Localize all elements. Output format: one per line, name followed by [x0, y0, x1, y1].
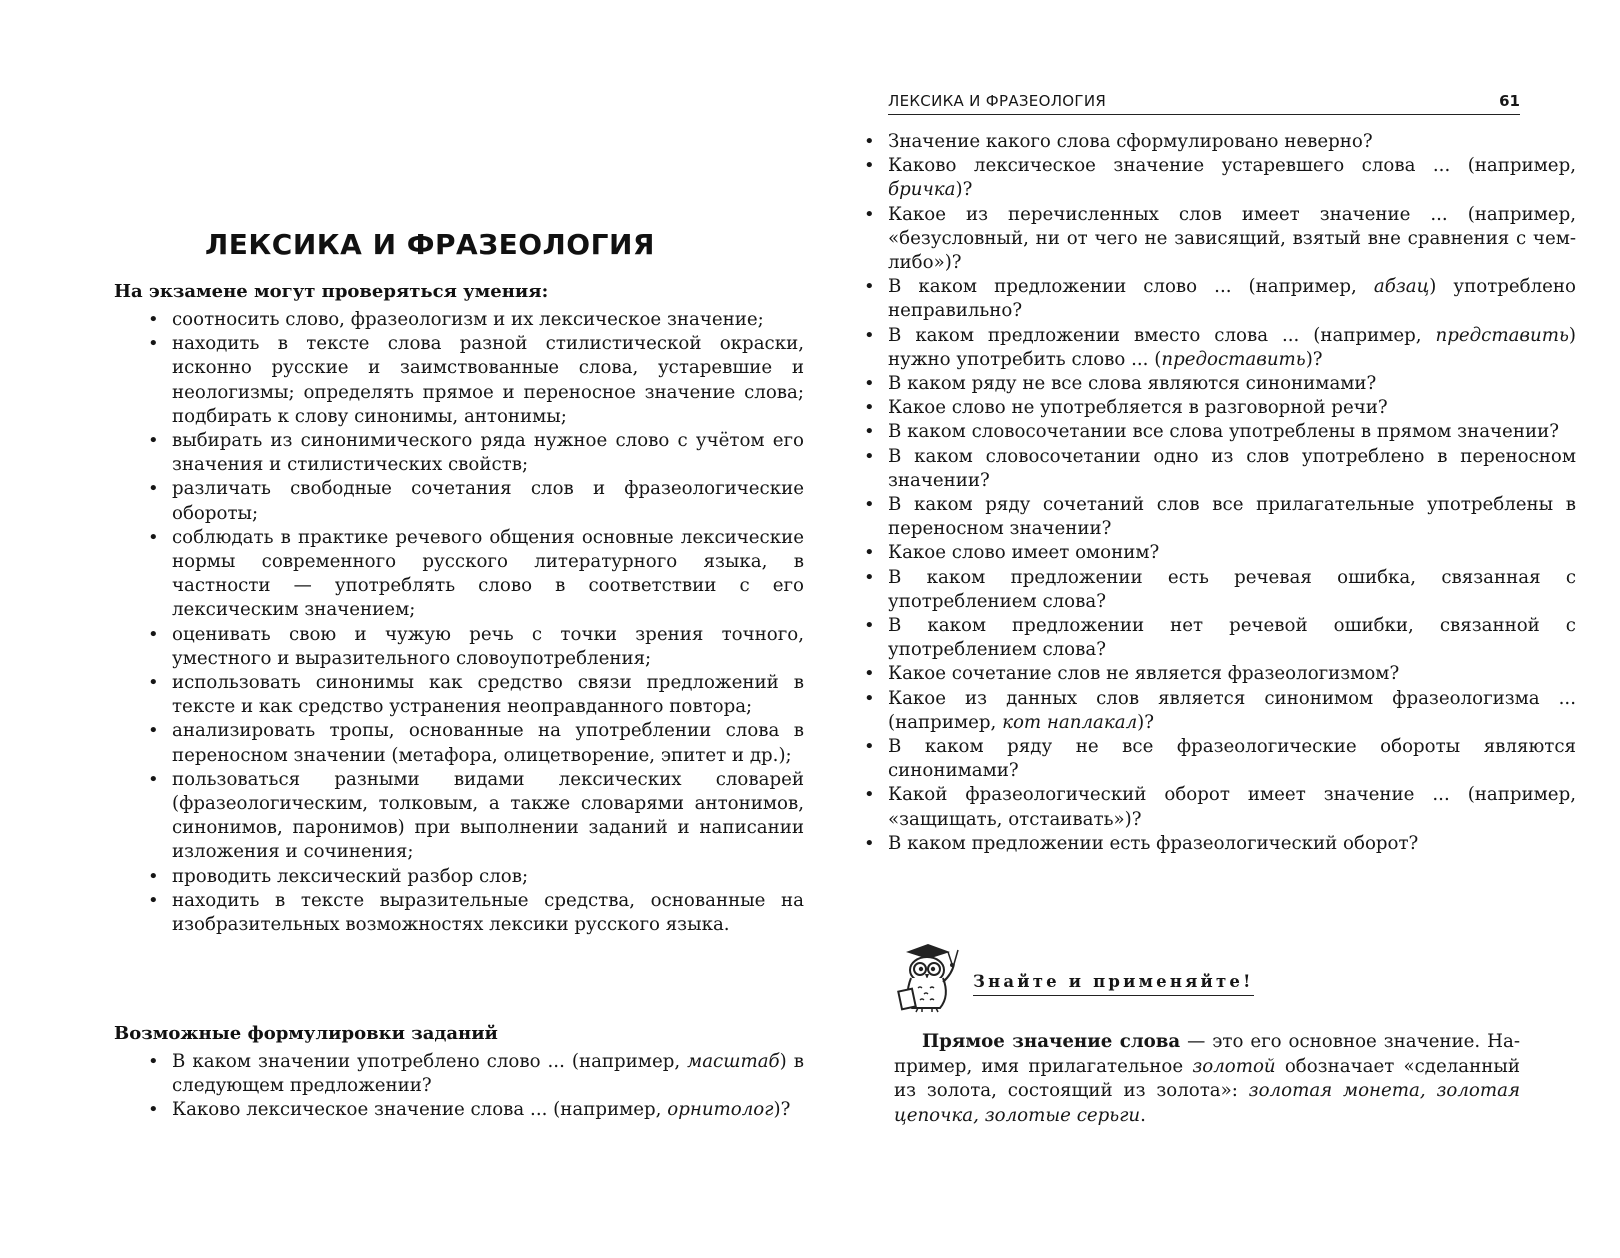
- definition-term: Прямое значение слова: [922, 1031, 1181, 1052]
- list-item: • Какое слово не употребляется в разговорной речи?: [888, 396, 1576, 420]
- bullet-icon: •: [148, 1051, 159, 1072]
- list-item: • В каком словосочетании одно из слов употреблено в переносном значении?: [864, 445, 1576, 491]
- list-item: • выбирать из синонимического ряда нужное слово с учётом его значения и стилистических свойств;: [148, 430, 804, 476]
- bullet-icon: •: [148, 889, 159, 911]
- bullet-icon: •: [148, 333, 159, 355]
- list-item: • В каком предложении вместо слова ... (например, представить) нужно употребить слово ... (предоставить)?: [864, 324, 1576, 370]
- bullet-icon: •: [864, 663, 875, 685]
- skills-heading: На экзамене могут проверяться умения:: [114, 281, 549, 302]
- owl-icon: [894, 938, 964, 1014]
- example-word: золотой: [1192, 1055, 1276, 1077]
- bullet-icon: •: [864, 445, 875, 467]
- list-item: • Каково лексическое значение устаревшего слова ... (например, бричка)?: [864, 155, 1576, 201]
- page-number: 61: [1499, 92, 1520, 110]
- tip-title: Знайте и применяйте!: [973, 972, 1254, 996]
- list-item: • анализировать тропы, основанные на употреблении слова в переносном значении (метафора, олицетворение, эпитет и др.);: [148, 720, 804, 766]
- bullet-icon: •: [864, 155, 875, 177]
- bullet-icon: •: [148, 1099, 159, 1121]
- tasks-heading: Возможные формулировки заданий: [114, 1023, 498, 1044]
- list-item: • В каком значении употреблено слово ... (например, масштаб) в следующем предложении?: [148, 1051, 804, 1097]
- list-item: • Какое слово имеет омоним?: [888, 541, 1576, 565]
- bullet-icon: •: [148, 865, 159, 887]
- list-item: • Значение какого слова сформулировано неверно?: [888, 130, 1576, 154]
- list-item: • В каком словосочетании все слова употреблены в прямом значении?: [888, 420, 1576, 444]
- running-head-title: ЛЕКСИКА И ФРАЗЕОЛОГИЯ: [888, 92, 1107, 110]
- list-item: • Каково лексическое значение слова ... (например, орнитолог)?: [172, 1098, 804, 1122]
- list-item: • находить в тексте выразительные средства, основанные на изобразительных возможностях лексики русского языка.: [148, 889, 804, 936]
- list-item: • В каком предложении нет речевой ошибки, связанной с употреблением слова?: [864, 615, 1576, 661]
- list-item: • использовать синонимы как средство связи предложений в тексте и как средство устранения неоправданного повтора;: [148, 672, 804, 718]
- questions-list: [832, 130, 1576, 856]
- list-item: • пользоваться разными видами лексических словарей (фразеологическим, толковым, а также словарями антонимов, синонимов, паронимов) при выполнении заданий и написании изложения и сочинения;: [148, 768, 804, 863]
- chapter-title: ЛЕКСИКА И ФРАЗЕОЛОГИЯ: [205, 228, 655, 261]
- bullet-icon: •: [864, 736, 875, 758]
- bullet-icon: •: [864, 494, 875, 516]
- bullet-icon: •: [864, 421, 875, 443]
- bullet-icon: •: [864, 276, 875, 298]
- list-item: • проводить лексический разбор слов;: [172, 865, 804, 889]
- bullet-icon: •: [148, 768, 159, 790]
- bullet-icon: •: [148, 309, 159, 330]
- bullet-icon: •: [148, 623, 159, 645]
- definition-paragraph: Прямое значение слова — это его основное значение. Например, имя прилагательное золотой обозначает «сделанный из золота, состоящий из золота»: золотая монета, золотая цепочка, золотые серьги.: [894, 1031, 1521, 1126]
- list-item: • соотносить слово, фразеологизм и их лексическое значение;: [172, 308, 804, 332]
- bullet-icon: •: [148, 430, 159, 452]
- list-item: • различать свободные сочетания слов и фразеологические обороты;: [148, 478, 804, 524]
- list-item: • Какое из перечисленных слов имеет значение ... (например, «безусловный, ни от чего не зависящий, взятый вне сравнения с чем-либо»)?: [864, 203, 1576, 274]
- list-item: • В каком предложении слово ... (например, абзац) употреблено неправильно?: [864, 276, 1576, 322]
- bullet-icon: •: [864, 566, 875, 588]
- bullet-icon: •: [864, 542, 875, 564]
- bullet-icon: •: [148, 526, 159, 548]
- list-item: • В каком ряду не все слова являются синонимами?: [888, 372, 1576, 396]
- bullet-icon: •: [148, 478, 159, 500]
- list-item: • В каком предложении есть речевая ошибка, связанная с употреблением слова?: [864, 566, 1576, 612]
- list-item: • Какой фразеологический оборот имеет значение ... (например, «защищать, отстаивать»)?: [864, 784, 1576, 830]
- bullet-icon: •: [864, 131, 875, 152]
- tasks-list: [114, 1050, 804, 1123]
- bullet-icon: •: [864, 397, 875, 419]
- list-item: • Какое сочетание слов не является фразеологизмом?: [888, 662, 1576, 686]
- running-head: [888, 92, 1520, 115]
- bullet-icon: •: [148, 672, 159, 694]
- bullet-icon: •: [864, 832, 875, 854]
- bullet-icon: •: [864, 615, 875, 637]
- bullet-icon: •: [864, 687, 875, 709]
- list-item: • оценивать свою и чужую речь с точки зрения точного, уместного и выразительного словоупотребления;: [148, 623, 804, 669]
- list-item: • В каком предложении есть фразеологический оборот?: [888, 832, 1576, 856]
- bullet-icon: •: [148, 720, 159, 742]
- bullet-icon: •: [864, 324, 875, 346]
- bullet-icon: •: [864, 203, 875, 225]
- list-item: • соблюдать в практике речевого общения основные лексические нормы современного русского литературного языка, в частности — употреблять слово в соответствии с его лексическим значением;: [148, 526, 804, 621]
- list-item: • В каком ряду сочетаний слов все прилагательные употреблены в переносном значении?: [864, 494, 1576, 540]
- bullet-icon: •: [864, 784, 875, 806]
- list-item: • Какое из данных слов является синонимом фразеологизма ... (например, кот наплакал)?: [864, 687, 1576, 733]
- bullet-icon: •: [864, 373, 875, 395]
- list-item: • В каком ряду не все фразеологические обороты являются синонимами?: [864, 736, 1576, 782]
- list-item: • находить в тексте слова разной стилистической окраски, исконно русские и заимствованные слова, устаревшие и неологизмы; определять прямое и переносное значение слова; подбирать к слову синонимы, антонимы;: [148, 333, 804, 427]
- skills-list: [114, 308, 804, 937]
- examples: золотая монета, золотая цепочка, золотые серьги: [894, 1080, 1520, 1126]
